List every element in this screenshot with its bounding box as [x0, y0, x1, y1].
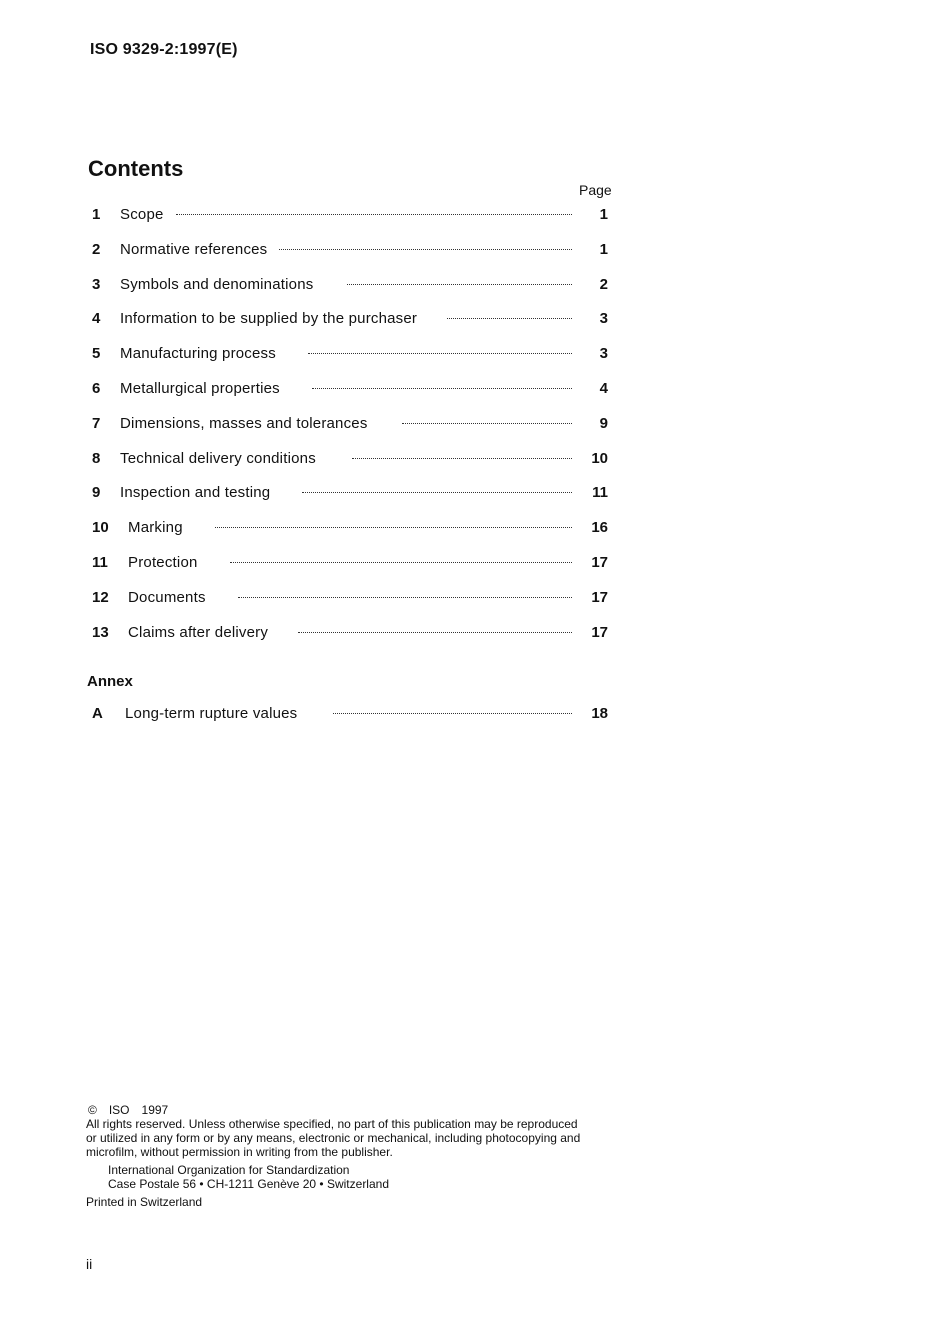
toc-entry-metallurgical-properties[interactable] [92, 380, 612, 415]
annex-entry-long-term-rupture-values[interactable] [92, 705, 612, 740]
annex-list [92, 705, 612, 740]
toc-entry-documents[interactable] [92, 589, 612, 624]
toc-entry-page: 17 [591, 588, 608, 606]
toc-entry-normative-references[interactable] [92, 241, 612, 276]
toc-entry-scope[interactable] [92, 206, 612, 241]
toc-entry-number: 7 [92, 414, 101, 432]
toc-entry-title: Metallurgical properties [120, 379, 280, 397]
toc-entry-title: Symbols and denominations [120, 275, 314, 293]
toc-entry-number: 5 [92, 345, 101, 363]
toc-entry-dimensions-masses-tolerances[interactable] [92, 415, 612, 450]
toc-entry-title: Normative references [120, 240, 268, 258]
dot-leader [238, 597, 572, 598]
annex-entry-page: 18 [591, 705, 608, 722]
dot-leader [302, 492, 572, 493]
toc-entry-page: 3 [599, 310, 608, 328]
toc-entry-number: 10 [92, 519, 109, 537]
annex-entry-title: Long-term rupture values [125, 705, 298, 722]
toc-entry-page: 9 [599, 414, 608, 432]
copyright-symbol: © [88, 1103, 97, 1117]
dot-leader [279, 249, 572, 250]
dot-leader [312, 388, 572, 389]
toc-entry-page: 4 [599, 379, 608, 397]
toc-entry-page: 10 [591, 449, 608, 467]
toc-entry-page: 2 [599, 275, 608, 293]
copyright-line [86, 1103, 626, 1117]
printed-in-note: Printed in Switzerland [86, 1195, 203, 1209]
toc-entry-title: Inspection and testing [120, 484, 271, 502]
dot-leader [298, 632, 572, 633]
dot-leader [230, 562, 572, 563]
publisher-name: International Organization for Standardization [108, 1163, 350, 1177]
toc-entry-number: 9 [92, 484, 101, 502]
toc-entry-page: 1 [599, 206, 608, 223]
toc-entry-page: 3 [599, 345, 608, 363]
toc-entry-title: Claims after delivery [128, 623, 269, 641]
rights-text-line: All rights reserved. Unless otherwise specified, no part of this publication may be reproduced [86, 1117, 578, 1131]
toc-entry-page: 17 [591, 553, 608, 571]
toc-entry-claims-after-delivery[interactable] [92, 624, 612, 659]
publisher-address [86, 1163, 626, 1191]
toc-entry-number: 6 [92, 379, 101, 397]
toc-entry-number: 8 [92, 449, 101, 467]
contents-title: Contents [88, 156, 184, 181]
toc-entry-number: 1 [92, 206, 101, 223]
toc-entry-number: 4 [92, 310, 101, 328]
toc-entry-symbols-and-denominations[interactable] [92, 276, 612, 311]
toc-entry-title: Dimensions, masses and tolerances [120, 414, 368, 432]
toc-entry-title: Protection [128, 553, 198, 571]
dot-leader [447, 318, 572, 319]
document-id: ISO 9329-2:1997(E) [90, 41, 238, 58]
annex-entry-letter: A [92, 705, 103, 722]
toc-entry-page: 1 [599, 240, 608, 258]
dot-leader [402, 423, 572, 424]
toc-entry-technical-delivery-conditions[interactable] [92, 450, 612, 485]
toc-list [92, 206, 612, 658]
rights-text-line: or utilized in any form or by any means, electronic or mechanical, including photocopying and [86, 1131, 581, 1145]
toc-entry-inspection-and-testing[interactable] [92, 484, 612, 519]
toc-entry-page: 11 [592, 484, 608, 502]
toc-entry-title: Marking [128, 519, 183, 537]
toc-entry-title: Technical delivery conditions [120, 449, 316, 467]
page-number: ii [86, 1256, 93, 1272]
toc-entry-protection[interactable] [92, 554, 612, 589]
dot-leader [352, 458, 572, 459]
toc-entry-marking[interactable] [92, 519, 612, 554]
toc-entry-page: 17 [591, 623, 608, 641]
dot-leader [176, 214, 572, 215]
dot-leader [333, 713, 572, 714]
toc-entry-title: Documents [128, 588, 206, 606]
copyright-notice [86, 1103, 626, 1209]
toc-entry-number: 11 [92, 553, 108, 571]
toc-entry-number: 3 [92, 275, 101, 293]
toc-entry-title: Scope [120, 206, 164, 223]
page-column-header: Page [579, 182, 612, 198]
dot-leader [347, 284, 572, 285]
annex-heading: Annex [87, 673, 133, 690]
toc-entry-number: 2 [92, 240, 101, 258]
dot-leader [308, 353, 572, 354]
toc-entry-information-supplied[interactable] [92, 310, 612, 345]
copyright-year: 1997 [141, 1103, 169, 1117]
toc-entry-title: Information to be supplied by the purchaser [120, 310, 418, 328]
copyright-owner: ISO [108, 1103, 130, 1117]
toc-entry-number: 12 [92, 588, 109, 606]
toc-entry-title: Manufacturing process [120, 345, 276, 363]
publisher-postal-address: Case Postale 56 • CH-1211 Genève 20 • Switzerland [108, 1177, 389, 1191]
toc-entry-manufacturing-process[interactable] [92, 345, 612, 380]
rights-text-line: microfilm, without permission in writing from the publisher. [86, 1145, 393, 1159]
dot-leader [215, 527, 572, 528]
toc-entry-page: 16 [591, 519, 608, 537]
toc-entry-number: 13 [92, 623, 109, 641]
